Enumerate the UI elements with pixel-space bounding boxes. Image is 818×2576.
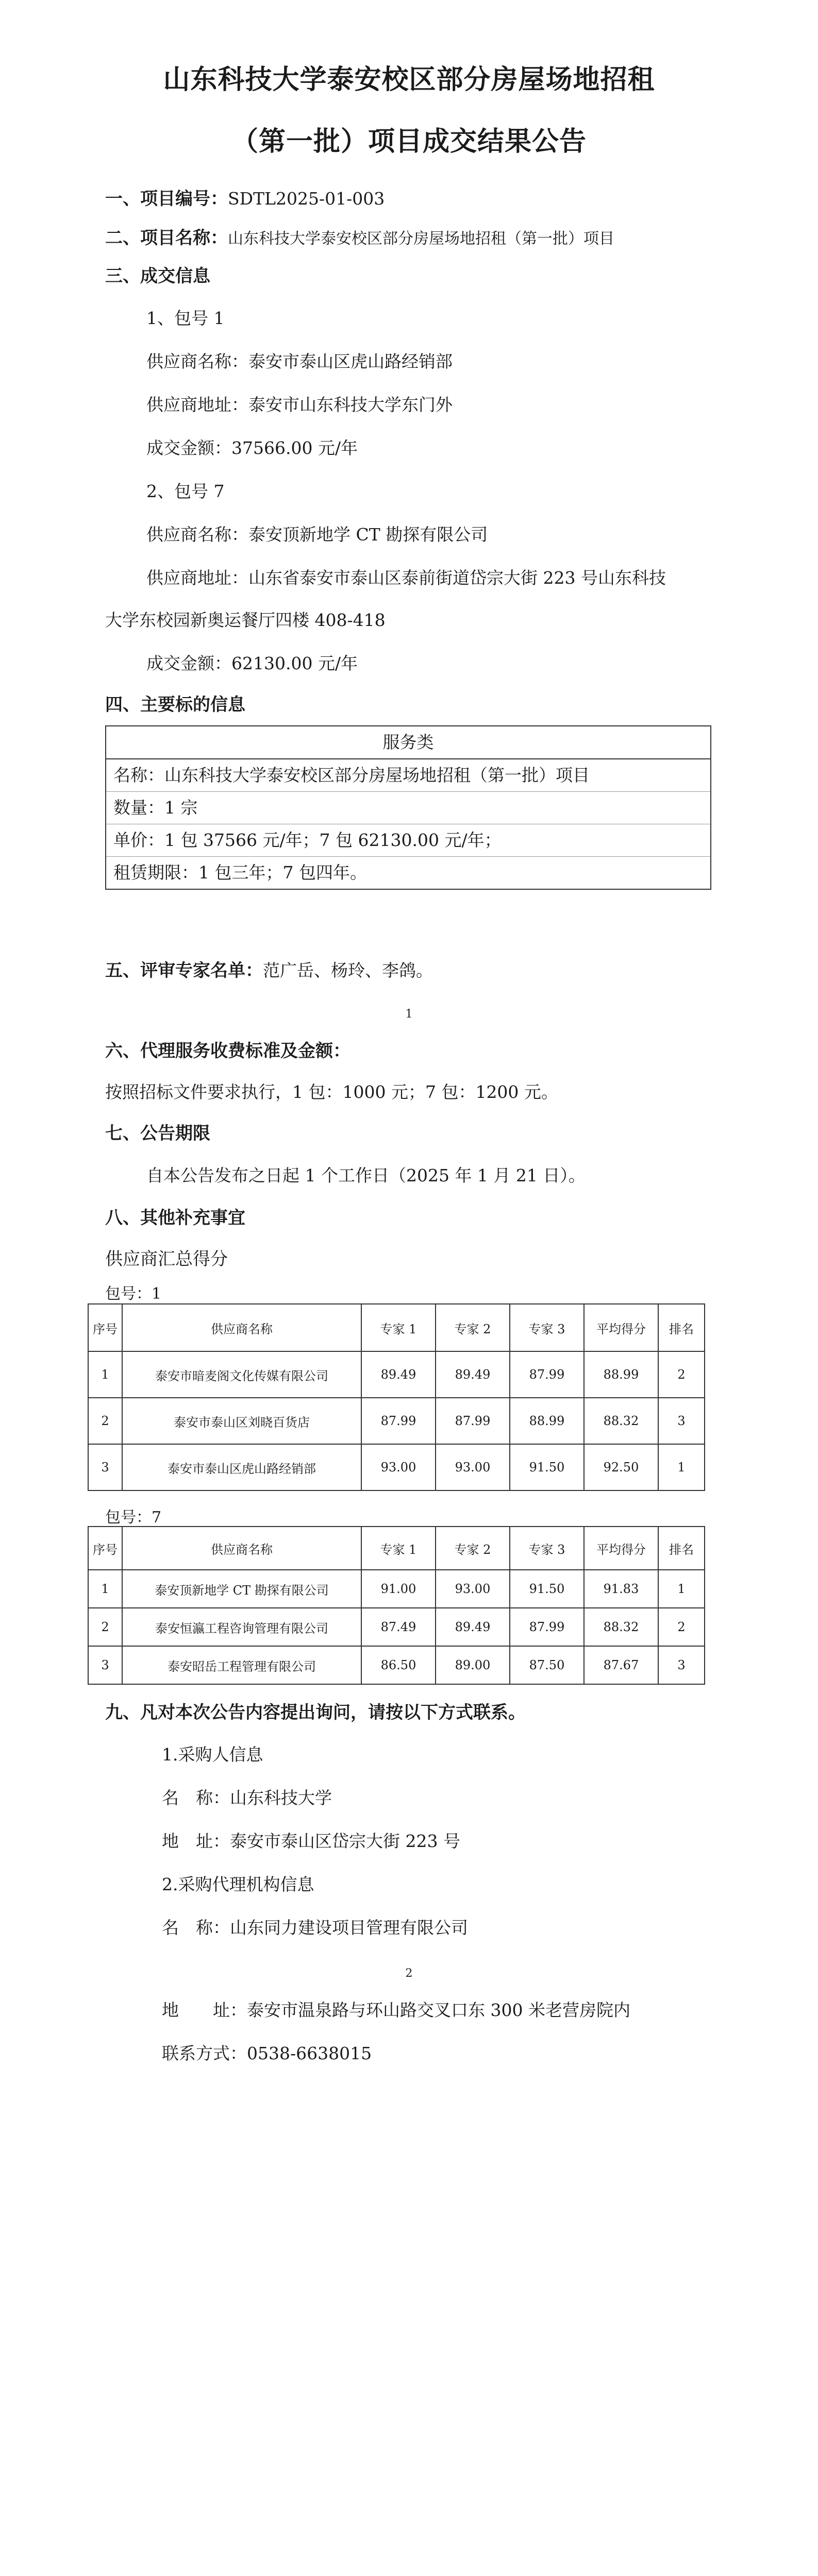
project-name-value: 山东科技大学泰安校区部分房屋场地招租（第一批）项目 <box>228 230 614 248</box>
cell: 2 <box>88 1608 122 1646</box>
package-7-score-table <box>88 1526 705 1685</box>
cell: 89.00 <box>436 1646 510 1684</box>
purchaser-address: 地 址：泰安市泰山区岱宗大街 223 号 <box>162 1831 460 1851</box>
cell: 87.49 <box>361 1608 436 1646</box>
col-header-index: 序号 <box>88 1304 122 1351</box>
cell: 86.50 <box>361 1646 436 1684</box>
col-header-rank: 排名 <box>658 1304 705 1351</box>
package-7-label: 2、包号 7 <box>146 481 225 501</box>
cell: 3 <box>88 1444 122 1490</box>
cell: 88.32 <box>584 1608 658 1646</box>
purchaser-name: 名 称：山东科技大学 <box>162 1788 332 1808</box>
project-number <box>105 184 385 210</box>
cell: 88.99 <box>584 1351 658 1398</box>
contact-heading: 九、凡对本次公告内容提出询问，请按以下方式联系。 <box>105 1702 526 1723</box>
cell: 1 <box>88 1570 122 1608</box>
cell: 泰安市暗麦阁文化传媒有限公司 <box>122 1351 361 1398</box>
notice-period-value: 自本公告发布之日起 1 个工作日（2025 年 1 月 21 日）。 <box>146 1165 586 1185</box>
col-header-rank: 排名 <box>658 1527 705 1570</box>
notice-period-heading: 七、公告期限 <box>105 1123 210 1144</box>
package-7-address-line-2: 大学东校园新奥运餐厅四楼 408-418 <box>105 610 386 630</box>
agency-address: 地 址：泰安市温泉路与环山路交叉口东 300 米老营房院内 <box>162 2000 630 2020</box>
page-number: 1 <box>405 1008 413 1021</box>
col-header-index: 序号 <box>88 1527 122 1570</box>
main-subject-row-name: 名称：山东科技大学泰安校区部分房屋场地招租（第一批）项目 <box>106 759 710 792</box>
cell: 1 <box>658 1444 705 1490</box>
col-header-average: 平均得分 <box>584 1304 658 1351</box>
cell: 泰安昭岳工程管理有限公司 <box>122 1646 361 1684</box>
cell: 87.99 <box>510 1351 584 1398</box>
col-header-expert-2: 专家 2 <box>436 1304 510 1351</box>
table-row <box>88 1444 705 1490</box>
cell: 89.49 <box>436 1351 510 1398</box>
cell: 2 <box>658 1608 705 1646</box>
table-row <box>88 1646 705 1684</box>
cell: 泰安市泰山区刘晓百货店 <box>122 1398 361 1444</box>
package-1-amount: 成交金额：37566.00 元/年 <box>146 438 358 458</box>
cell: 87.99 <box>510 1608 584 1646</box>
cell: 87.67 <box>584 1646 658 1684</box>
experts-heading: 五、评审专家名单： <box>105 960 263 981</box>
table-header-row <box>88 1527 705 1570</box>
main-subject-heading: 四、主要标的信息 <box>105 694 245 715</box>
package-1-table-label: 包号：1 <box>105 1285 162 1303</box>
cell: 88.32 <box>584 1398 658 1444</box>
package-7-table-label: 包号：7 <box>105 1509 162 1527</box>
package-1-label: 1、包号 1 <box>146 308 225 328</box>
cell: 3 <box>658 1646 705 1684</box>
cell: 泰安恒瀛工程咨询管理有限公司 <box>122 1608 361 1646</box>
cell: 2 <box>88 1398 122 1444</box>
col-header-supplier: 供应商名称 <box>122 1527 361 1570</box>
cell: 88.99 <box>510 1398 584 1444</box>
col-header-expert-1: 专家 1 <box>361 1527 436 1570</box>
cell: 3 <box>88 1646 122 1684</box>
other-matters-heading: 八、其他补充事宜 <box>105 1208 245 1228</box>
cell: 1 <box>88 1351 122 1398</box>
cell: 2 <box>658 1351 705 1398</box>
project-number-value: SDTL2025-01-003 <box>228 189 385 209</box>
package-1-score-table <box>88 1303 705 1491</box>
package-7-address-line-1: 供应商地址：山东省泰安市泰山区泰前街道岱宗大街 223 号山东科技 <box>146 568 666 588</box>
package-7-supplier: 供应商名称：泰安顶新地学 CT 勘探有限公司 <box>146 524 488 545</box>
agency-name: 名 称：山东同力建设项目管理有限公司 <box>162 1918 468 1938</box>
package-1-supplier: 供应商名称：泰安市泰山区虎山路经销部 <box>146 351 453 371</box>
experts-value: 范广岳、杨玲、李鸽。 <box>263 960 433 980</box>
col-header-expert-2: 专家 2 <box>436 1527 510 1570</box>
cell: 87.99 <box>361 1398 436 1444</box>
cell: 93.00 <box>436 1570 510 1608</box>
cell: 89.49 <box>436 1608 510 1646</box>
col-header-average: 平均得分 <box>584 1527 658 1570</box>
main-subject-row-quantity: 数量：1 宗 <box>106 792 710 824</box>
cell: 3 <box>658 1398 705 1444</box>
page-number: 2 <box>405 1967 413 1980</box>
cell: 87.50 <box>510 1646 584 1684</box>
cell: 1 <box>658 1570 705 1608</box>
project-number-heading: 一、项目编号： <box>105 189 228 209</box>
cell: 92.50 <box>584 1444 658 1490</box>
purchaser-info-label: 1.采购人信息 <box>162 1744 263 1765</box>
experts <box>105 956 433 981</box>
table-row <box>88 1351 705 1398</box>
project-name <box>105 224 614 249</box>
page-title-line-2: （第一批）项目成交结果公告 <box>231 126 587 157</box>
project-name-heading: 二、项目名称： <box>105 228 228 248</box>
cell: 91.50 <box>510 1570 584 1608</box>
table-row <box>88 1570 705 1608</box>
deal-info-heading: 三、成交信息 <box>105 266 210 286</box>
supplier-score-summary-heading: 供应商汇总得分 <box>105 1249 228 1269</box>
cell: 91.00 <box>361 1570 436 1608</box>
page-title-line-1: 山东科技大学泰安校区部分房屋场地招租 <box>163 64 655 95</box>
agency-info-label: 2.采购代理机构信息 <box>162 1874 314 1894</box>
main-subject-row-term: 租赁期限：1 包三年；7 包四年。 <box>113 862 367 883</box>
table-row <box>88 1398 705 1444</box>
main-subject-box-header: 服务类 <box>106 726 710 759</box>
cell: 91.83 <box>584 1570 658 1608</box>
cell: 泰安顶新地学 CT 勘探有限公司 <box>122 1570 361 1608</box>
agency-fee-value: 按照招标文件要求执行，1 包：1000 元；7 包：1200 元。 <box>105 1082 558 1102</box>
table-header-row <box>88 1304 705 1351</box>
cell: 89.49 <box>361 1351 436 1398</box>
col-header-expert-3: 专家 3 <box>510 1527 584 1570</box>
col-header-expert-1: 专家 1 <box>361 1304 436 1351</box>
package-1-address: 供应商地址：泰安市山东科技大学东门外 <box>146 395 453 415</box>
table-row <box>88 1608 705 1646</box>
agency-fee-heading: 六、代理服务收费标准及金额： <box>105 1041 350 1061</box>
col-header-supplier: 供应商名称 <box>122 1304 361 1351</box>
cell: 87.99 <box>436 1398 510 1444</box>
cell: 91.50 <box>510 1444 584 1490</box>
main-subject-row-price: 单价：1 包 37566 元/年；7 包 62130.00 元/年； <box>106 824 710 857</box>
cell: 93.00 <box>361 1444 436 1490</box>
col-header-expert-3: 专家 3 <box>510 1304 584 1351</box>
cell: 93.00 <box>436 1444 510 1490</box>
cell: 泰安市泰山区虎山路经销部 <box>122 1444 361 1490</box>
package-7-amount: 成交金额：62130.00 元/年 <box>146 653 358 673</box>
main-subject-box <box>105 725 711 890</box>
agency-contact: 联系方式：0538-6638015 <box>162 2043 372 2063</box>
